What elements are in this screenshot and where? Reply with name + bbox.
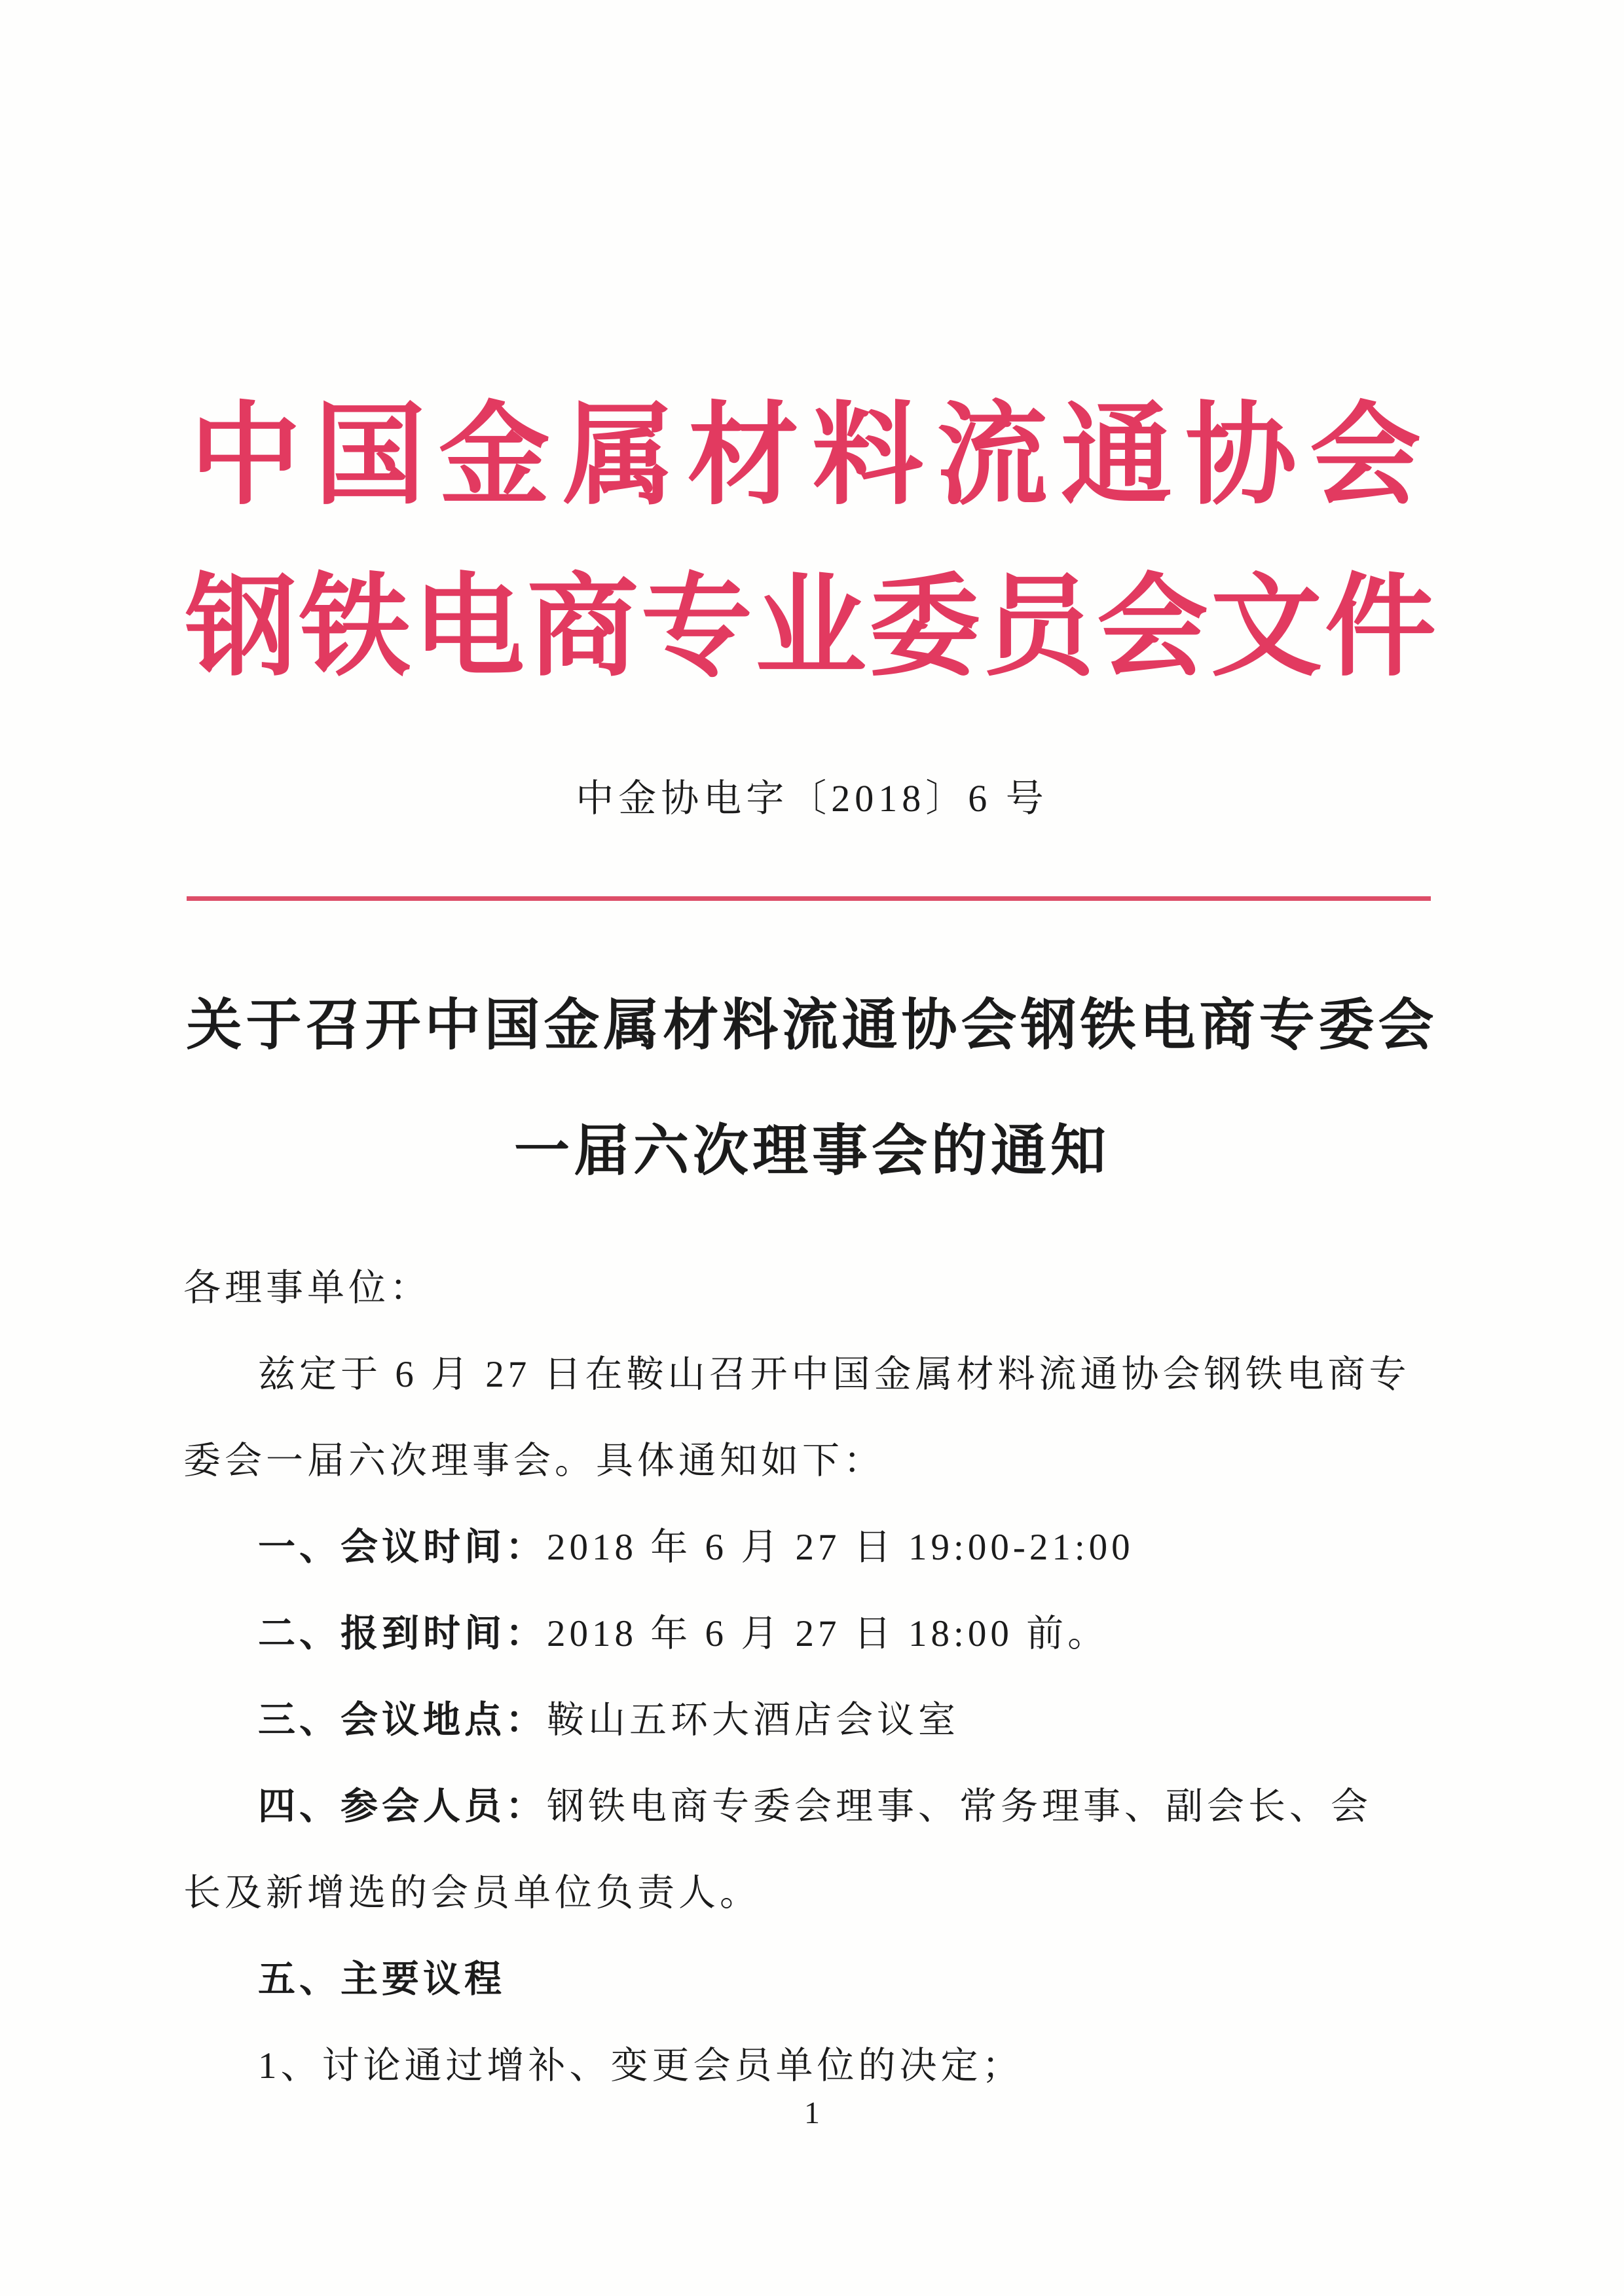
body-line-text: 鞍山五环大酒店会议室 (547, 1700, 959, 1741)
body-line (183, 1332, 1447, 1418)
body-line-location (183, 1677, 1447, 1764)
org-title-line2: 钢铁电商专业委员会文件 (185, 566, 1439, 689)
body-line-text: 2018 年 6 月 27 日 18:00 前。 (547, 1613, 1109, 1654)
body-line-text: 长及新增选的会员单位负责人。 (183, 1872, 761, 1914)
body-line-checkin-time (183, 1591, 1447, 1677)
body-line-label: 二、报到时间： (258, 1613, 547, 1654)
body-line-attendees-cont (183, 1850, 1447, 1937)
body-line-text: 2018 年 6 月 27 日 19:00-21:00 (547, 1527, 1134, 1568)
salutation: 各理事单位： (183, 1267, 431, 1309)
body-line-text: 兹定于 6 月 27 日在鞍山召开中国金属材料流通协会钢铁电商专 (258, 1354, 1411, 1395)
notice-title-line1: 关于召开中国金属材料流通协会钢铁电商专委会 (186, 995, 1438, 1057)
doc-number: 中金协电字〔2018〕6 号 (576, 777, 1048, 820)
body-line-text: 钢铁电商专委会理事、常务理事、副会长、会 (547, 1786, 1372, 1827)
notice-title-line2: 一届六次理事会的通知 (513, 1121, 1110, 1182)
body-line-attendees (183, 1764, 1447, 1850)
body-line-text: 1、讨论通过增补、变更会员单位的决定； (258, 2045, 1024, 2086)
body-line-label: 三、会议地点： (258, 1700, 547, 1741)
red-divider-line (187, 896, 1431, 901)
body-line-meeting-time (183, 1504, 1447, 1591)
body-line-label: 一、会议时间： (258, 1527, 547, 1568)
notice-body (183, 1245, 1447, 2109)
body-line-agenda-heading (183, 1937, 1447, 2023)
page-number: 1 (804, 2096, 820, 2130)
body-line-label: 五、主要议程 (258, 1959, 506, 2000)
org-title-line1: 中国金属材料流通协会 (189, 395, 1434, 518)
body-line-text: 委会一届六次理事会。具体通知如下： (183, 1440, 885, 1482)
body-line-label: 四、参会人员： (258, 1786, 547, 1827)
body-line (183, 1418, 1447, 1504)
